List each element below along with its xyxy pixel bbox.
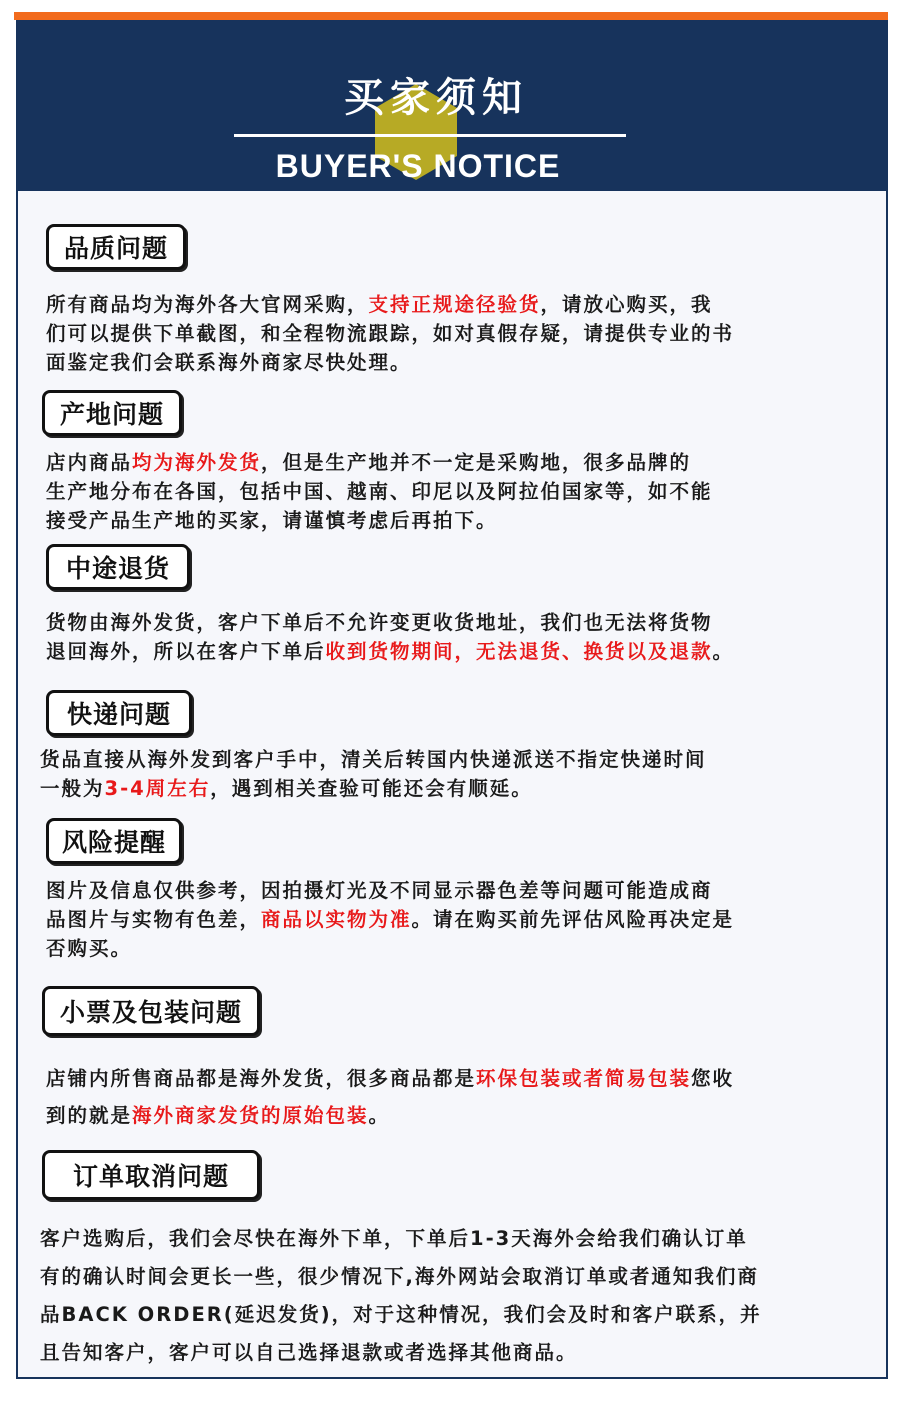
paragraph-line <box>46 1060 734 1097</box>
paragraph-line <box>40 1334 762 1372</box>
body-text: 有的确认时间会更长一些，很少情况下,海外网站会取消订单或者通知我们商 <box>40 1265 759 1288</box>
paragraph-line <box>46 319 734 348</box>
paragraph-line <box>40 1296 762 1334</box>
paragraph-line <box>46 506 713 535</box>
section-title-quality: 品质问题 <box>46 224 186 270</box>
paragraph-line <box>40 1220 762 1258</box>
top-accent-bar <box>14 12 888 20</box>
body-text: 货品直接从海外发到客户手中，清关后转国内快递派送不指定快递时间 <box>40 748 707 771</box>
body-text: 。 <box>368 1104 391 1127</box>
body-text: ，但是生产地并不一定是采购地，很多品牌的 <box>261 451 692 474</box>
body-text: 品BACK ORDER(延迟发货)，对于这种情况，我们会及时和客户联系，并 <box>40 1303 762 1326</box>
body-text: 一般为 <box>40 777 105 800</box>
section-body-origin <box>46 448 713 535</box>
highlight-text: 3-4周左右 <box>104 777 211 800</box>
section-title-shipping: 快递问题 <box>46 690 192 736</box>
highlight-text: 支持正规途径验货 <box>368 293 541 316</box>
section-body-risk <box>46 876 734 963</box>
body-text: 所有商品均为海外各大官网采购， <box>46 293 369 316</box>
page-subtitle: BUYER'S NOTICE <box>275 148 561 184</box>
body-text: 您收 <box>691 1067 735 1090</box>
section-title-origin: 产地问题 <box>42 390 182 436</box>
body-text: 生产地分布在各国，包括中国、越南、印尼以及阿拉伯国家等，如不能 <box>46 480 713 503</box>
highlight-text: 均为海外发货 <box>132 451 262 474</box>
section-body-receipt-packaging <box>46 1060 734 1134</box>
section-body-order-cancel <box>40 1220 762 1372</box>
body-text: 面鉴定我们会联系海外商家尽快处理。 <box>46 351 412 374</box>
title-divider <box>234 134 626 137</box>
section-title-receipt-packaging: 小票及包装问题 <box>42 986 260 1036</box>
body-text: 客户选购后，我们会尽快在海外下单，下单后1-3天海外会给我们确认订单 <box>40 1227 748 1250</box>
body-text: ，请放心购买，我 <box>540 293 713 316</box>
body-text: 且告知客户，客户可以自己选择退款或者选择其他商品。 <box>40 1341 578 1364</box>
section-body-return <box>46 608 734 666</box>
body-text: 否购买。 <box>46 937 133 960</box>
body-text: 店铺内所售商品都是海外发货，很多商品都是 <box>46 1067 477 1090</box>
body-text: 货物由海外发货，客户下单后不允许变更收货地址，我们也无法将货物 <box>46 611 713 634</box>
body-text: 图片及信息仅供参考，因拍摄灯光及不同显示器色差等问题可能造成商 <box>46 879 713 902</box>
section-title-order-cancel: 订单取消问题 <box>42 1150 260 1200</box>
paragraph-line <box>46 876 734 905</box>
body-text: ，遇到相关查验可能还会有顺延。 <box>210 777 533 800</box>
paragraph-line <box>40 774 707 803</box>
section-body-shipping <box>40 745 707 803</box>
paragraph-line <box>40 1258 762 1296</box>
body-text: 到的就是 <box>46 1104 133 1127</box>
paragraph-line <box>46 608 734 637</box>
body-text: 。 <box>712 640 735 663</box>
section-body-quality <box>46 290 734 377</box>
paragraph-line <box>46 477 713 506</box>
header-banner <box>16 20 888 191</box>
body-text: 们可以提供下单截图，和全程物流跟踪，如对真假存疑，请提供专业的书 <box>46 322 735 345</box>
highlight-text: 收到货物期间，无法退货、换货以及退款 <box>325 640 713 663</box>
page-title: 买家须知 <box>344 75 528 121</box>
paragraph-line <box>46 934 734 963</box>
paragraph-line <box>46 905 734 934</box>
section-title-return: 中途退货 <box>46 544 190 590</box>
paragraph-line <box>40 745 707 774</box>
body-text: 店内商品 <box>46 451 133 474</box>
paragraph-line <box>46 448 713 477</box>
paragraph-line <box>46 1097 734 1134</box>
body-text: 。请在购买前先评估风险再决定是 <box>411 908 735 931</box>
paragraph-line <box>46 290 734 319</box>
paragraph-line <box>46 348 734 377</box>
highlight-text: 商品以实物为准 <box>261 908 412 931</box>
body-text: 接受产品生产地的买家，请谨慎考虑后再拍下。 <box>46 509 498 532</box>
highlight-text: 环保包装或者简易包装 <box>476 1067 692 1090</box>
highlight-text: 海外商家发货的原始包装 <box>132 1104 369 1127</box>
section-title-risk: 风险提醒 <box>46 818 182 864</box>
paragraph-line <box>46 637 734 666</box>
body-text: 品图片与实物有色差， <box>46 908 262 931</box>
body-text: 退回海外，所以在客户下单后 <box>46 640 326 663</box>
